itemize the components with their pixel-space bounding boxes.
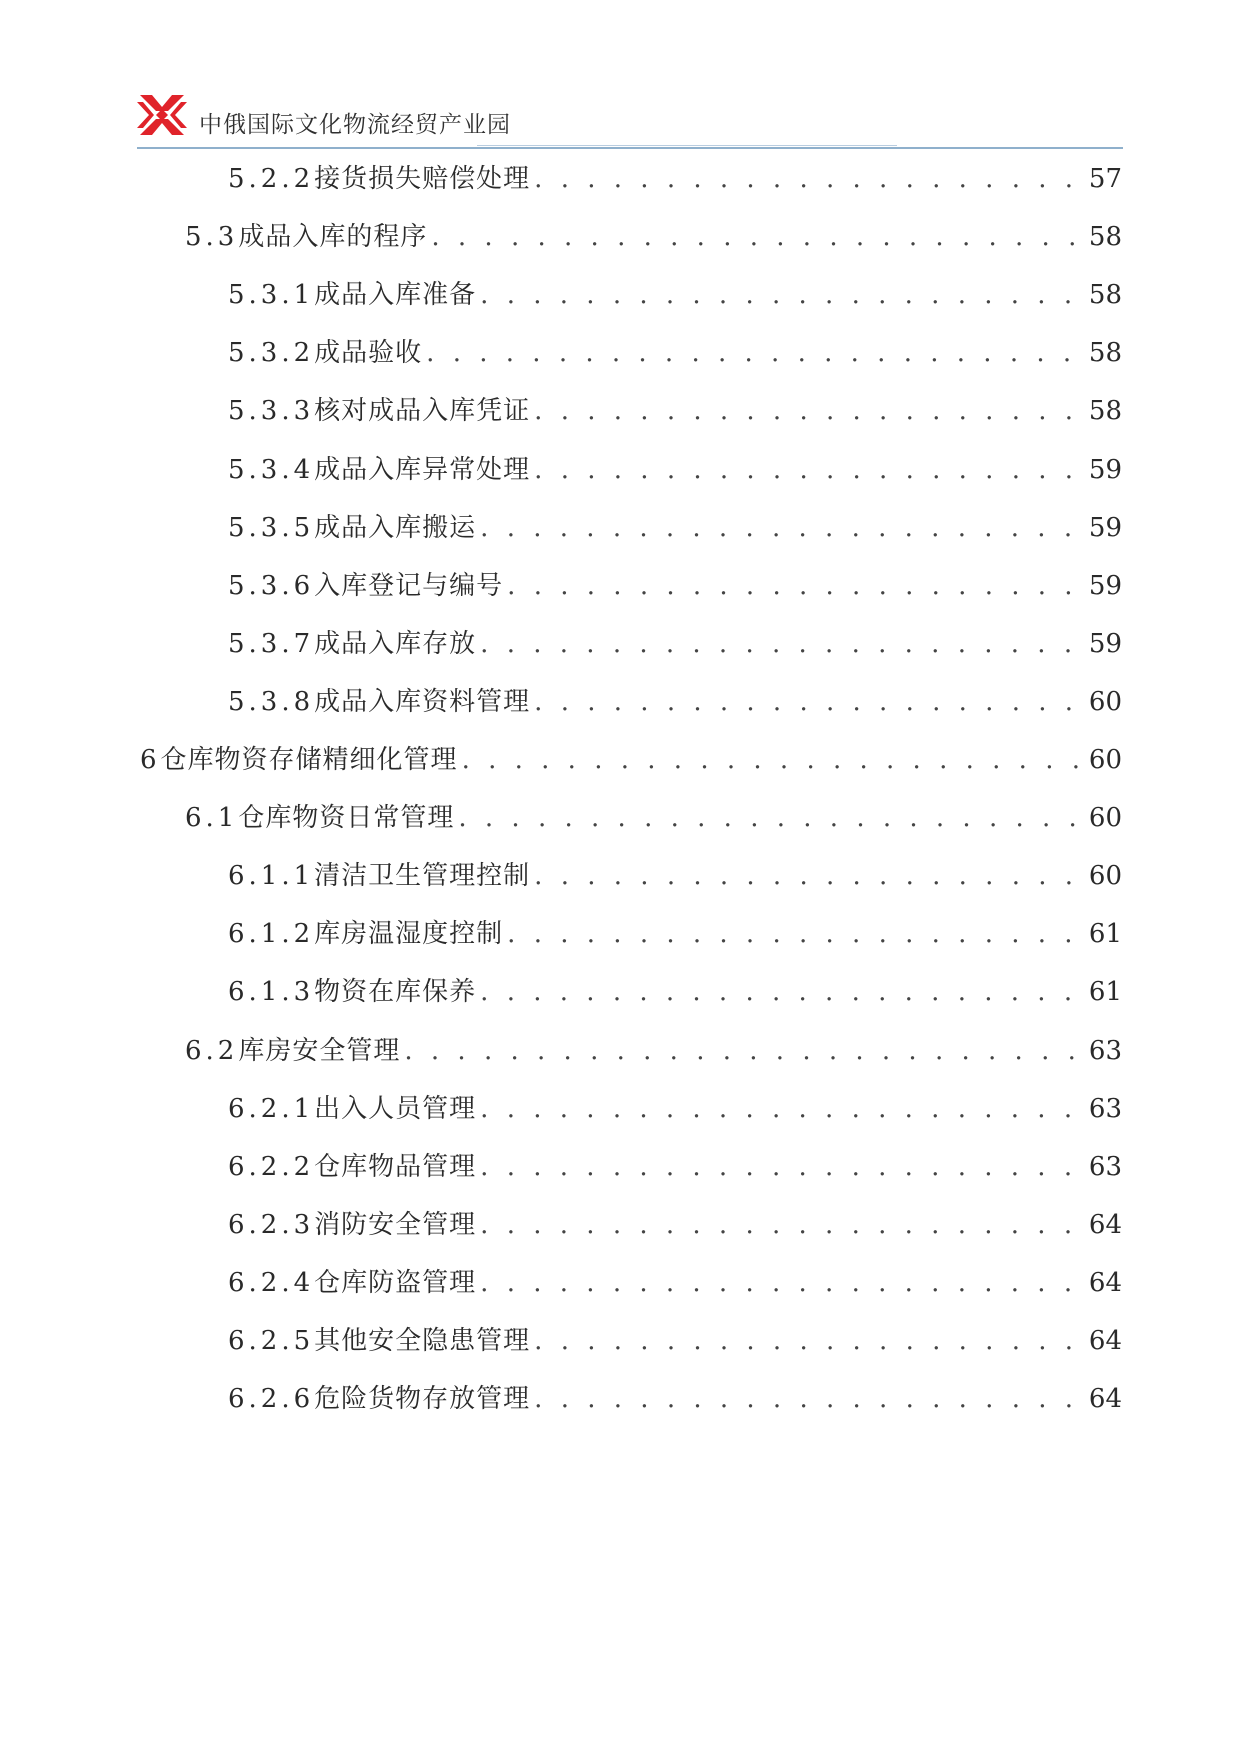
park-logo-icon — [137, 92, 187, 138]
toc-entry-title: 成品入库资料管理 — [314, 687, 531, 717]
toc-page-number: 63 — [1088, 1094, 1122, 1124]
toc-entry[interactable] — [140, 740, 1122, 780]
toc-entry-number: 5.3.4 — [228, 455, 315, 485]
toc-entry[interactable] — [228, 566, 1122, 606]
page-header — [137, 92, 1123, 152]
toc-page-number: 59 — [1088, 513, 1122, 543]
toc-dot-leader — [534, 450, 1083, 490]
toc-entry-title: 成品入库的程序 — [238, 222, 428, 252]
toc-entry-title: 清洁卫生管理控制 — [314, 861, 531, 891]
toc-entry-title: 成品入库准备 — [314, 280, 477, 310]
toc-entry-title: 成品入库异常处理 — [314, 455, 531, 485]
toc-dot-leader — [404, 1031, 1083, 1071]
toc-entry-title: 入库登记与编号 — [314, 571, 504, 601]
toc-dot-leader — [480, 624, 1083, 664]
toc-entry[interactable] — [228, 159, 1122, 199]
toc-dot-leader — [507, 566, 1083, 606]
toc-entry[interactable] — [228, 1147, 1122, 1187]
toc-entry-number: 5.2.2 — [228, 164, 315, 194]
toc-entry[interactable] — [228, 1321, 1122, 1361]
toc-entry-number: 5.3.2 — [228, 338, 315, 368]
toc-entry[interactable] — [228, 450, 1122, 490]
toc-entry-number: 5.3.8 — [228, 687, 315, 717]
toc-dot-leader — [480, 972, 1083, 1012]
toc-page-number: 64 — [1088, 1326, 1122, 1356]
toc-entry[interactable] — [185, 1031, 1122, 1071]
header-divider-accent — [477, 145, 897, 146]
toc-entry-title: 成品入库存放 — [314, 629, 477, 659]
toc-entry[interactable] — [228, 1263, 1122, 1303]
toc-page-number: 59 — [1088, 629, 1122, 659]
toc-entry-title: 成品入库搬运 — [314, 513, 477, 543]
toc-page-number: 64 — [1088, 1268, 1122, 1298]
toc-entry-title: 仓库物资存储精细化管理 — [160, 745, 458, 775]
toc-entry-number: 6.2.6 — [228, 1384, 315, 1414]
toc-entry[interactable] — [228, 682, 1122, 722]
toc-entry-number: 6.2.4 — [228, 1268, 315, 1298]
toc-entry-title: 仓库防盗管理 — [314, 1268, 477, 1298]
toc-dot-leader — [480, 1205, 1083, 1245]
toc-entry[interactable] — [228, 508, 1122, 548]
toc-entry[interactable] — [185, 217, 1122, 257]
toc-dot-leader — [480, 275, 1083, 315]
toc-entry-title: 仓库物资日常管理 — [238, 803, 455, 833]
toc-entry-number: 6.2.3 — [228, 1210, 315, 1240]
toc-page-number: 60 — [1088, 803, 1122, 833]
toc-page-number: 58 — [1088, 338, 1122, 368]
toc-entry-number: 6 — [140, 745, 161, 775]
toc-dot-leader — [534, 682, 1083, 722]
toc-entry[interactable] — [228, 624, 1122, 664]
toc-page-number: 64 — [1088, 1384, 1122, 1414]
toc-entry-number: 6.1.3 — [228, 977, 315, 1007]
toc-entry-number: 5.3.6 — [228, 571, 315, 601]
toc-entry-number: 6.2.5 — [228, 1326, 315, 1356]
toc-page-number: 61 — [1088, 977, 1122, 1007]
toc-entry-title: 出入人员管理 — [314, 1094, 477, 1124]
toc-dot-leader — [534, 159, 1083, 199]
toc-dot-leader — [431, 217, 1083, 257]
toc-entry-title: 库房温湿度控制 — [314, 919, 504, 949]
toc-dot-leader — [458, 798, 1083, 838]
toc-page-number: 60 — [1088, 745, 1122, 775]
toc-entry[interactable] — [228, 333, 1122, 373]
toc-entry[interactable] — [228, 914, 1122, 954]
toc-page-number: 59 — [1088, 571, 1122, 601]
toc-entry-number: 6.2 — [185, 1036, 239, 1066]
toc-entry-number: 5.3.7 — [228, 629, 315, 659]
toc-entry-title: 接货损失赔偿处理 — [314, 164, 531, 194]
toc-page-number: 58 — [1088, 280, 1122, 310]
toc-entry-number: 5.3.1 — [228, 280, 315, 310]
toc-entry-title: 成品验收 — [314, 338, 423, 368]
toc-entry-title: 仓库物品管理 — [314, 1152, 477, 1182]
toc-dot-leader — [534, 391, 1083, 431]
toc-entry[interactable] — [228, 275, 1122, 315]
toc-entry-number: 5.3 — [185, 222, 239, 252]
toc-entry-title: 核对成品入库凭证 — [314, 396, 531, 426]
toc-entry-number: 6.1.1 — [228, 861, 315, 891]
toc-page-number: 57 — [1088, 164, 1122, 194]
toc-page-number: 58 — [1088, 396, 1122, 426]
toc-page-number: 64 — [1088, 1210, 1122, 1240]
toc-entry-title: 库房安全管理 — [238, 1036, 401, 1066]
toc-entry[interactable] — [228, 1205, 1122, 1245]
toc-entry[interactable] — [185, 798, 1122, 838]
toc-entry[interactable] — [228, 1379, 1122, 1419]
toc-dot-leader — [534, 856, 1083, 896]
toc-dot-leader — [480, 508, 1083, 548]
organization-name: 中俄国际文化物流经贸产业园 — [199, 112, 511, 138]
toc-entry-title: 危险货物存放管理 — [314, 1384, 531, 1414]
toc-page-number: 63 — [1088, 1036, 1122, 1066]
toc-dot-leader — [462, 740, 1083, 780]
toc-entry-number: 5.3.3 — [228, 396, 315, 426]
toc-entry-title: 其他安全隐患管理 — [314, 1326, 531, 1356]
toc-page-number: 60 — [1088, 861, 1122, 891]
toc-dot-leader — [534, 1379, 1083, 1419]
toc-entry-number: 6.1 — [185, 803, 239, 833]
toc-entry-number: 6.2.2 — [228, 1152, 315, 1182]
toc-page-number: 58 — [1088, 222, 1122, 252]
toc-entry-title: 物资在库保养 — [314, 977, 477, 1007]
toc-entry[interactable] — [228, 1089, 1122, 1129]
toc-entry-title: 消防安全管理 — [314, 1210, 477, 1240]
toc-page-number: 60 — [1088, 687, 1122, 717]
toc-page-number: 61 — [1088, 919, 1122, 949]
toc-entry[interactable] — [228, 391, 1122, 431]
toc-entry-number: 5.3.5 — [228, 513, 315, 543]
toc-page-number: 63 — [1088, 1152, 1122, 1182]
toc-dot-leader — [507, 914, 1083, 954]
toc-entry-number: 6.1.2 — [228, 919, 315, 949]
toc-dot-leader — [534, 1321, 1083, 1361]
toc-dot-leader — [480, 1147, 1083, 1187]
toc-dot-leader — [426, 333, 1083, 373]
toc-entry-number: 6.2.1 — [228, 1094, 315, 1124]
toc-page-number: 59 — [1088, 455, 1122, 485]
header-divider — [137, 147, 1123, 149]
toc-dot-leader — [480, 1089, 1083, 1129]
toc-entry[interactable] — [228, 856, 1122, 896]
toc-entry[interactable] — [228, 972, 1122, 1012]
toc-dot-leader — [480, 1263, 1083, 1303]
